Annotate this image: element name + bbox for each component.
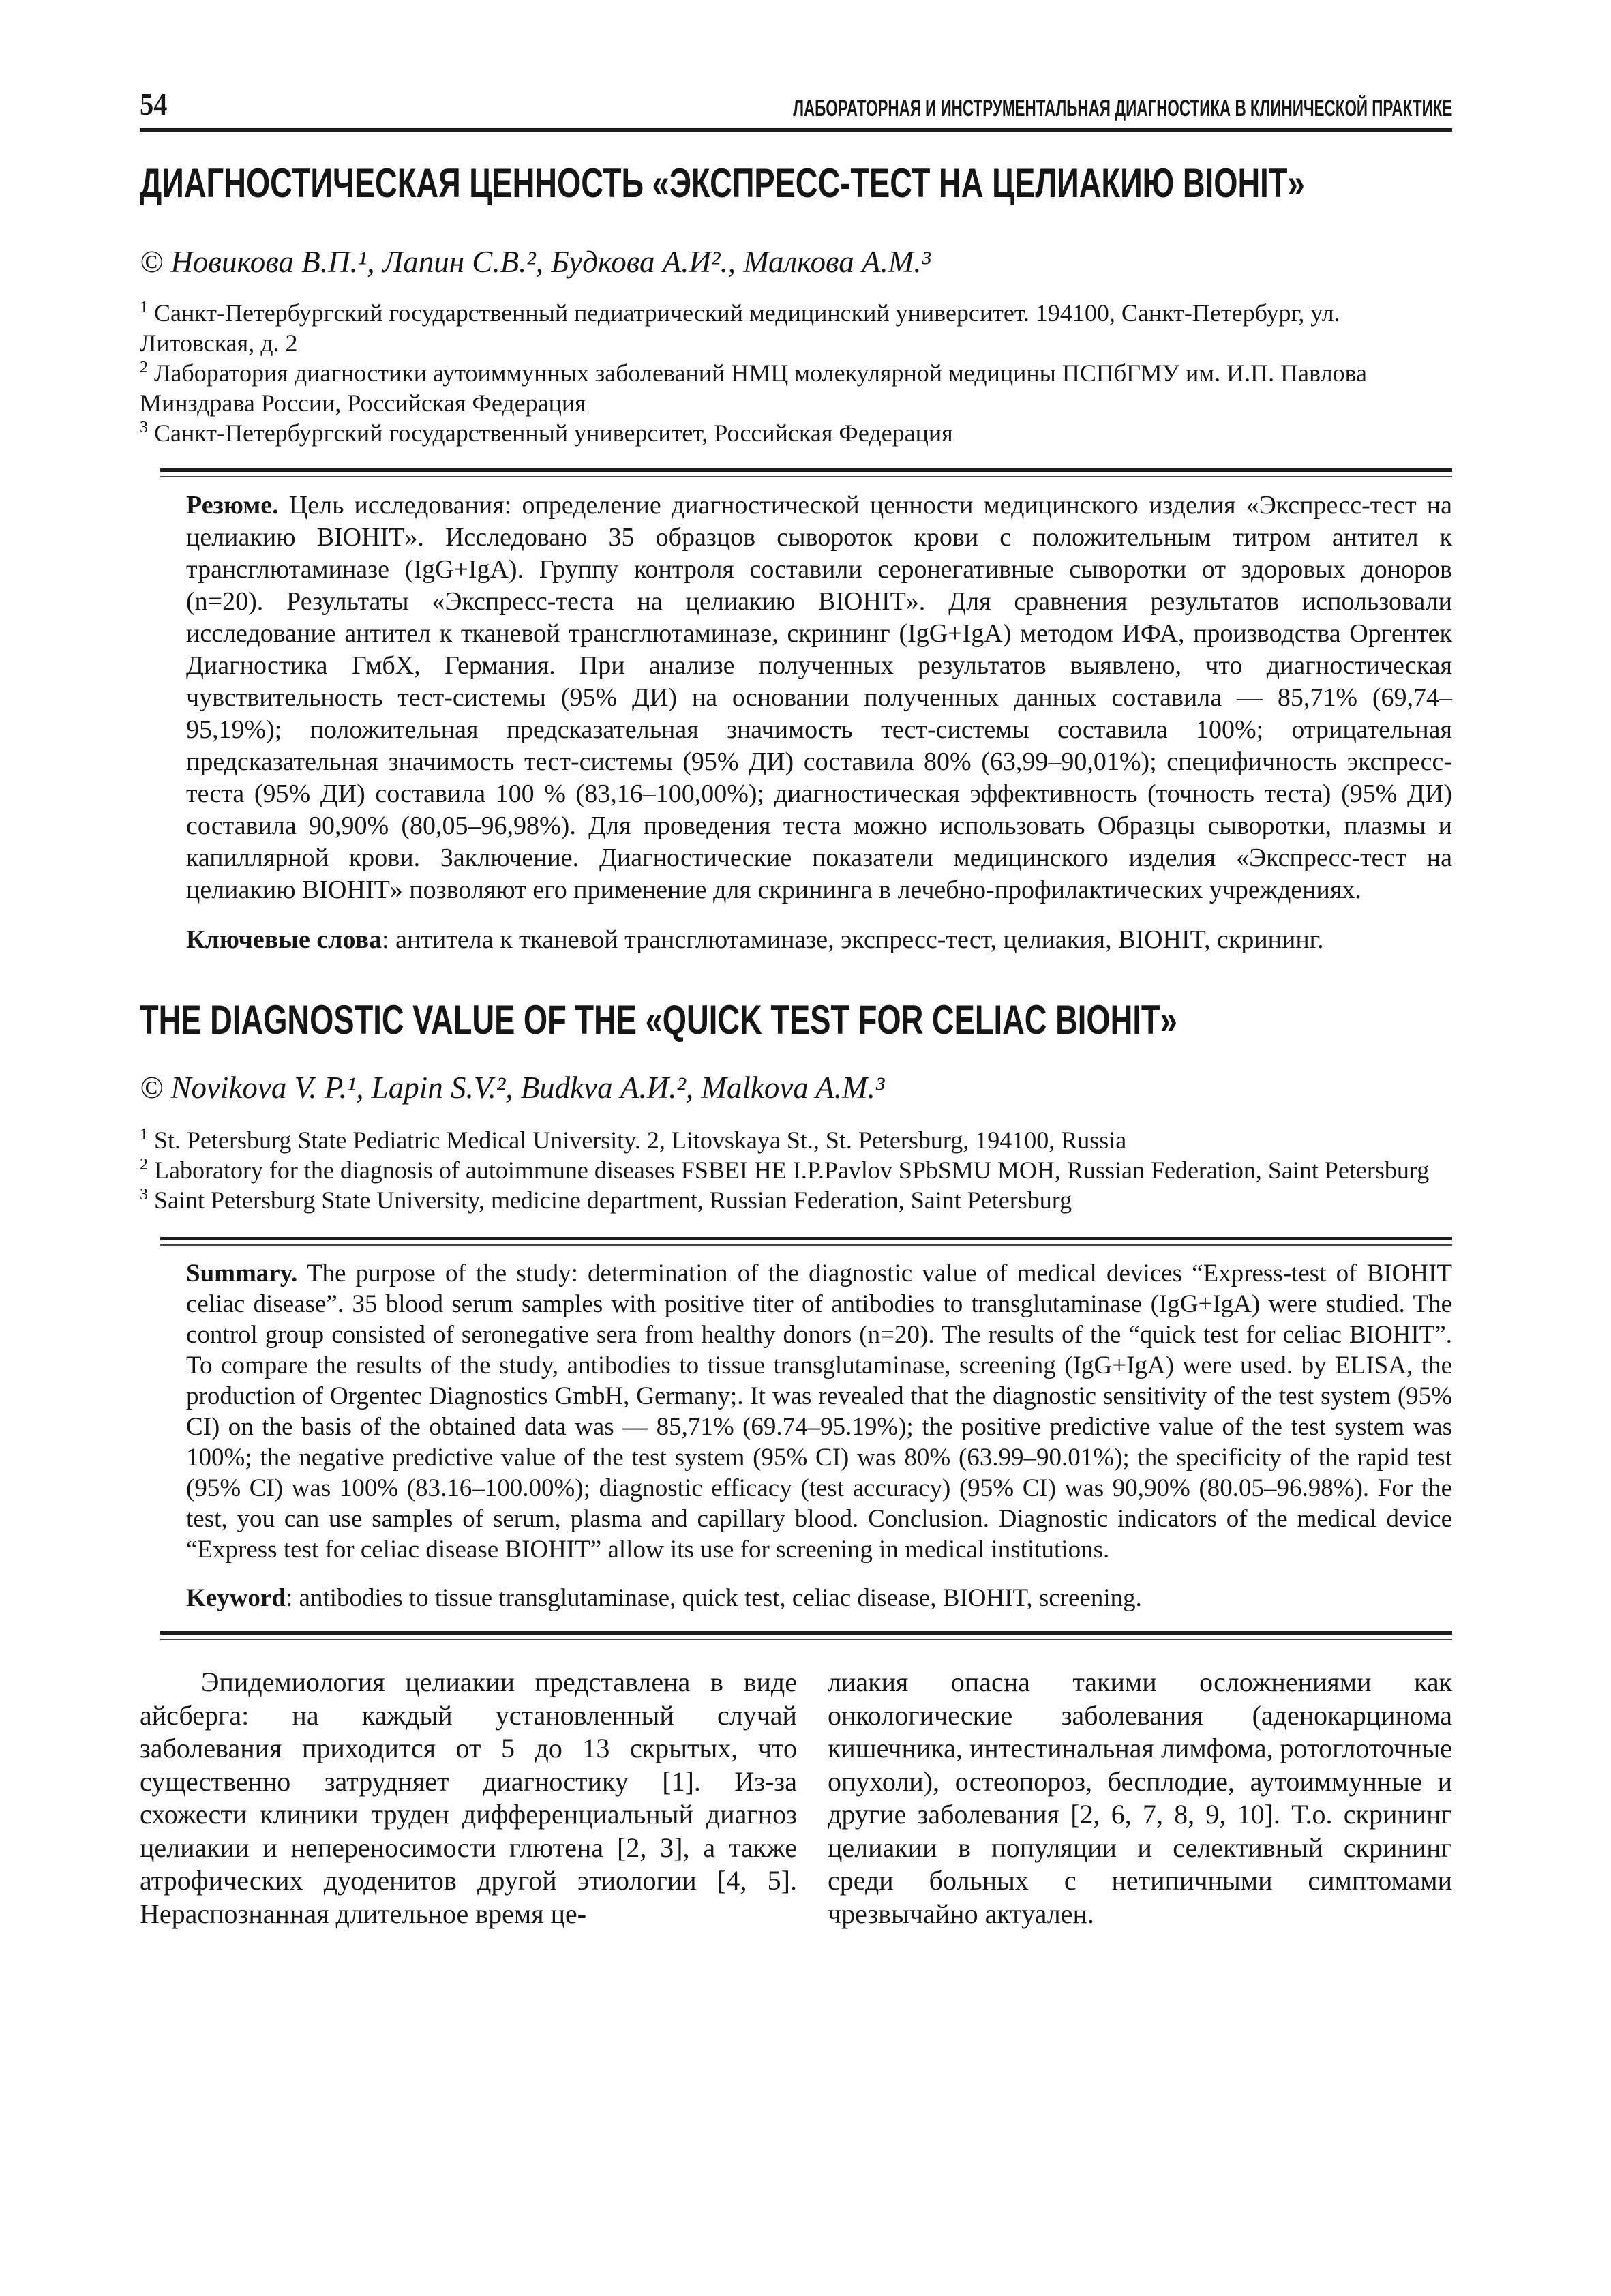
abstract-top-rule xyxy=(160,468,1452,477)
english-summary-section xyxy=(160,1237,1452,1613)
affiliation-marker: 2 xyxy=(140,1156,148,1174)
keyword-text: : antibodies to tissue transglutaminase, quick test, celiac disease, BIOHIT, screening. xyxy=(285,1584,1142,1612)
body-divider xyxy=(160,1631,1452,1640)
affiliation-text: Санкт-Петербургский государственный педиатрический медицинский университет. 194100, Санкт-Петербург, ул. Литовская, д. 2 xyxy=(140,299,1340,357)
abstract-body xyxy=(186,490,1452,956)
english-article-title: THE DIAGNOSTIC VALUE OF THE «QUICK TEST FOR CELIAC BIOHIT» xyxy=(140,997,1177,1043)
keyword-label: Keyword xyxy=(186,1584,286,1612)
affiliation-marker: 3 xyxy=(140,419,148,436)
body-top-rule xyxy=(160,1631,1452,1640)
keywords-paragraph xyxy=(186,924,1452,956)
abstract-label: Резюме. xyxy=(186,491,279,520)
english-authors: © Novikova V. P.¹, Lapin S.V.², Budkva А.И.², Malkova A.M.³ xyxy=(140,1071,885,1105)
keywords-text: : антитела к тканевой трансглютаминазе, экспресс-тест, целиакия, BIOHIT, скрининг. xyxy=(382,925,1324,954)
summary-body xyxy=(186,1258,1452,1613)
affiliation-item xyxy=(140,358,1452,418)
affiliation-item xyxy=(140,1185,1452,1215)
affiliation-text: Saint Petersburg State University, medicine department, Russian Federation, Saint Petersburg xyxy=(148,1187,1072,1214)
english-affiliations xyxy=(140,1125,1452,1215)
russian-abstract-section xyxy=(160,468,1452,956)
summary-paragraph xyxy=(186,1258,1452,1565)
page-number: 54 xyxy=(140,87,168,121)
summary-text: The purpose of the study: determination of the diagnostic value of medical devices “Express-test of BIOHIT celiac disease”. 35 blood serum samples with positive titer of antibodies to transglutaminase (IgG+IgA) were studied. The control group consisted of seronegative sera from healthy donors (n=20). The results of the “quick test for celiac BIOHIT”. To compare the results of the study, antibodies to tissue transglutaminase, screening (IgG+IgA) were used. by ELISA, the production of Orgentec Diagnostics GmbH, Germany;. It was revealed that the diagnostic sensitivity of the test system (95% CI) on the basis of the obtained data was — 85,71% (69.74–95.19%); the positive predictive value of the test system was 100%; the negative predictive value of the test system (95% CI) was 80% (63.99–90.01%); the specificity of the rapid test (95% CI) was 100% (83.16–100.00%); diagnostic efficacy (test accuracy) (95% CI) was 90,90% (80.05–96.98%). For the test, you can use samples of serum, plasma and capillary blood. Conclusion. Diagnostic indicators of the medical device “Express test for celiac disease BIOHIT” allow its use for screening in medical institutions. xyxy=(186,1259,1452,1564)
affiliation-item xyxy=(140,1155,1452,1185)
affiliation-marker: 3 xyxy=(140,1186,148,1204)
page-header xyxy=(140,86,1452,120)
abstract-text: Цель исследования: определение диагностической ценности медицинского изделия «Экспресс-тест на целиакию BIOHIT». Исследовано 35 образцов сывороток крови с положительным титром антител к трансглютаминазе (IgG+IgA). Группу контроля составили серонегативные сыворотки от здоровых доноров (n=20). Результаты «Экспресс-теста на целиакию BIOHIT». Для сравнения результатов использовали исследование антител к тканевой трансглютаминазе, скрининг (IgG+IgA) методом ИФА, производства Оргентек Диагностика ГмбХ, Германия. При анализе полученных результатов выявлено, что диагностическая чувствительность тест-системы (95% ДИ) на основании полученных данных составила — 85,71% (69,74–95,19%); положительная предсказательная значимость тест-системы составила 100%; отрицательная предсказательная значимость тест-системы (95% ДИ) составила 80% (63,99–90,01%); специфичность экспресс-теста (95% ДИ) составила 100 % (83,16–100,00%); диагностическая эффективность (точность теста) (95% ДИ) составила 90,90% (80,05–96,98%). Для проведения теста можно использовать Образцы сыворотки, плазмы и капиллярной крови. Заключение. Диагностические показатели медицинского изделия «Экспресс-тест на целиакию BIOHIT» позволяют его применение для скрининга в лечебно-профилактических учреждениях. xyxy=(186,491,1452,904)
summary-top-rule xyxy=(160,1237,1452,1246)
body-column-left xyxy=(140,1666,797,1930)
affiliation-marker: 1 xyxy=(140,1126,148,1144)
running-head: ЛАБОРАТОРНАЯ И ИНСТРУМЕНТАЛЬНАЯ ДИАГНОСТИКА В КЛИНИЧЕСКОЙ ПРАКТИКЕ xyxy=(792,95,1452,121)
article-body xyxy=(140,1666,1452,1930)
affiliation-marker: 1 xyxy=(140,299,148,316)
body-paragraph-left: Эпидемиология целиакии представлена в виде айсберга: на каждый установленный случай заболевания приходится от 5 до 13 скрытых, что существенно затрудняет диагностику [1]. Из-за схожести клиники труден дифференциальный диагноз целиакии и непереносимости глютена [2, 3], а также атрофических дуоденитов другой этиологии [4, 5]. Нераспознанная длительное время це- xyxy=(140,1667,797,1929)
affiliation-marker: 2 xyxy=(140,359,148,376)
summary-label: Summary. xyxy=(186,1259,298,1287)
keyword-paragraph xyxy=(186,1583,1452,1613)
body-column-right xyxy=(828,1666,1452,1930)
affiliation-text: Laboratory for the diagnosis of autoimmune diseases FSBEI HE I.P.Pavlov SPbSMU MOH, Russian Federation, Saint Petersburg xyxy=(148,1157,1430,1184)
affiliation-text: Санкт-Петербургский государственный университет, Российская Федерация xyxy=(148,419,953,447)
affiliation-text: St. Petersburg State Pediatric Medical University. 2, Litovskaya St., St. Petersburg, 194100, Russia xyxy=(148,1127,1127,1154)
affiliation-item xyxy=(140,418,1452,448)
affiliation-item xyxy=(140,1125,1452,1155)
russian-authors: © Новикова В.П.¹, Лапин С.В.², Будкова А.И²., Малкова А.М.³ xyxy=(140,245,931,279)
russian-article-title: ДИАГНОСТИЧЕСКАЯ ЦЕННОСТЬ «ЭКСПРЕСС-ТЕСТ НА ЦЕЛИАКИЮ BIOHIT» xyxy=(140,160,1305,206)
affiliation-text: Лаборатория диагностики аутоиммунных заболеваний НМЦ молекулярной медицины ПСПбГМУ им. И.П. Павлова Минздрава России, Российская Федерация xyxy=(140,359,1368,417)
russian-affiliations xyxy=(140,298,1452,448)
abstract-paragraph xyxy=(186,490,1452,906)
affiliation-item xyxy=(140,298,1452,358)
keywords-label: Ключевые слова xyxy=(186,925,382,954)
header-rule xyxy=(140,128,1452,132)
body-paragraph-right: лиакия опасна такими осложнениями как онкологические заболевания (аденокарцинома кишечника, интестинальная лимфома, ротоглоточные опухоли), остеопороз, бесплодие, аутоиммунные и другие заболевания [2, 6, 7, 8, 9, 10]. Т.о. скрининг целиакии в популяции и селективный скрининг среди больных с нетипичными симптомами чрезвычайно актуален. xyxy=(827,1667,1452,1929)
